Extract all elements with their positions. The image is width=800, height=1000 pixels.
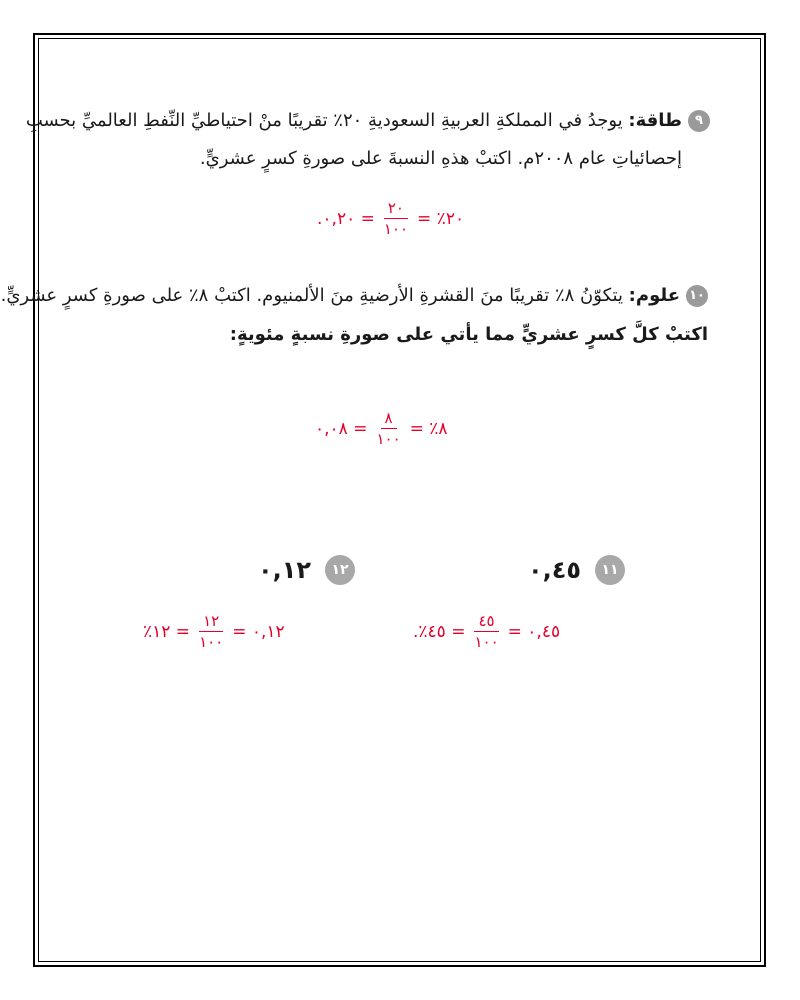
q10-fraction-denominator: ١٠٠ bbox=[376, 430, 401, 448]
q9-answer-percent: = ٪٢٠ bbox=[417, 208, 465, 229]
q10-fraction-numerator: ٨ bbox=[381, 410, 397, 429]
exercise-12 bbox=[258, 555, 355, 585]
exercise-11 bbox=[528, 555, 625, 585]
exercise-12-value: ٠,١٢ bbox=[258, 556, 312, 584]
q9-line2: إحصائياتِ عام ٢٠٠٨م. اكتبْ هذهِ النسبةَ على صورةِ كسرٍ عشريٍّ. bbox=[199, 148, 682, 169]
q9-fraction-denominator: ١٠٠ bbox=[383, 220, 409, 238]
exercise-11-answer-decimal: = ٠,٤٥ bbox=[507, 621, 561, 642]
q9-fraction-numerator: ٢٠ bbox=[384, 200, 408, 219]
q10-line1 bbox=[1, 283, 708, 309]
section-heading: اكتبْ كلَّ كسرٍ عشريٍّ مما يأتي على صورةِ نسبةٍ مئويةٍ: bbox=[229, 324, 708, 345]
q10-answer-decimal: ٠,٠٨ = bbox=[315, 418, 368, 439]
q10-line1-text: يتكوّنُ ٨٪ تقريبًا منَ القشرةِ الأرضيةِ منَ الألمنيوم. اكتبْ ٨٪ على صورةِ كسرٍ عشريٍّ. bbox=[0, 285, 629, 306]
exercise-12-fraction-numerator: ١٢ bbox=[199, 613, 223, 632]
exercise-12-answer-percent: ٪١٢ = bbox=[143, 621, 191, 642]
exercise-11-answer-percent: .٪٤٥ = bbox=[413, 621, 466, 642]
exercise-11-fraction-denominator: ١٠٠ bbox=[474, 633, 499, 651]
exercise-12-answer-fraction bbox=[199, 613, 223, 650]
q10-keyword: علوم: bbox=[628, 285, 680, 306]
exercise-12-answer bbox=[140, 613, 288, 650]
q9-number-badge: ٩ bbox=[688, 110, 710, 132]
exercise-11-fraction-numerator: ٤٥ bbox=[474, 613, 498, 632]
q9-line1-text: يوجدُ في المملكةِ العربيةِ السعوديةِ ٢٠٪ تقريبًا منْ احتياطيِّ النِّفطِ العالميِّ بحسبِ bbox=[25, 110, 629, 131]
exercise-11-number-badge: ١١ bbox=[595, 555, 625, 585]
q10-answer-fraction bbox=[376, 410, 400, 447]
exercise-12-fraction-denominator: ١٠٠ bbox=[199, 633, 224, 651]
page-inner-border bbox=[38, 38, 761, 962]
q10-number-badge: ١٠ bbox=[686, 285, 708, 307]
exercise-12-number-badge: ١٢ bbox=[325, 555, 355, 585]
q9-answer bbox=[314, 200, 467, 237]
q9-keyword: طاقة: bbox=[628, 110, 682, 131]
exercise-11-answer-fraction bbox=[474, 613, 498, 650]
q10-answer-percent: = ٪٨ bbox=[409, 418, 448, 439]
exercise-11-answer bbox=[410, 613, 563, 650]
q9-answer-fraction bbox=[384, 200, 408, 237]
exercise-12-answer-decimal: = ٠,١٢ bbox=[232, 621, 285, 642]
q9-answer-decimal: .٠,٢٠ = bbox=[317, 208, 375, 229]
q10-answer bbox=[312, 410, 451, 447]
q9-line1 bbox=[26, 108, 710, 134]
exercise-11-value: ٠,٤٥ bbox=[528, 556, 582, 584]
